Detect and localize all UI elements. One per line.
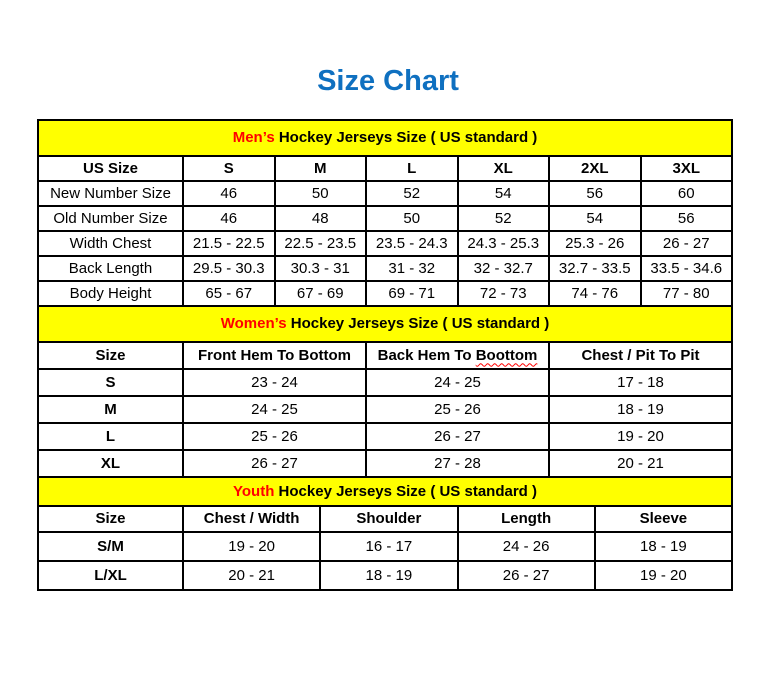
womens-column-header-row bbox=[38, 342, 732, 369]
row-label: S/M bbox=[38, 532, 183, 561]
column-header: 2XL bbox=[549, 156, 641, 181]
table-row bbox=[38, 181, 732, 206]
cell: 74 - 76 bbox=[549, 281, 641, 306]
youth-header-highlight: Youth bbox=[233, 482, 275, 500]
column-header: Size bbox=[38, 506, 183, 532]
table-row bbox=[38, 561, 732, 590]
column-header: 3XL bbox=[641, 156, 733, 181]
cell: 56 bbox=[641, 206, 733, 231]
womens-size-table bbox=[37, 305, 733, 478]
table-row bbox=[38, 256, 732, 281]
cell: 69 - 71 bbox=[366, 281, 458, 306]
table-row bbox=[38, 450, 732, 477]
row-label: L bbox=[38, 423, 183, 450]
cell: 60 bbox=[641, 181, 733, 206]
youth-section-header-cell bbox=[38, 477, 732, 506]
table-row bbox=[38, 206, 732, 231]
womens-section-header bbox=[38, 306, 732, 342]
table-row bbox=[38, 369, 732, 396]
column-header: Chest / Pit To Pit bbox=[549, 342, 732, 369]
column-header: Length bbox=[458, 506, 595, 532]
row-label: S bbox=[38, 369, 183, 396]
mens-section-header bbox=[38, 120, 732, 156]
cell: 27 - 28 bbox=[366, 450, 549, 477]
womens-section-header-cell bbox=[38, 306, 732, 342]
row-label: New Number Size bbox=[38, 181, 183, 206]
cell: 67 - 69 bbox=[275, 281, 367, 306]
mens-column-header-row bbox=[38, 156, 732, 181]
cell: 26 - 27 bbox=[641, 231, 733, 256]
column-header: XL bbox=[458, 156, 550, 181]
cell: 24 - 25 bbox=[366, 369, 549, 396]
cell: 50 bbox=[366, 206, 458, 231]
row-label: M bbox=[38, 396, 183, 423]
cell: 20 - 21 bbox=[549, 450, 732, 477]
size-chart-tables bbox=[37, 119, 733, 591]
row-label: XL bbox=[38, 450, 183, 477]
mens-table-body bbox=[38, 181, 732, 306]
cell: 26 - 27 bbox=[183, 450, 366, 477]
cell: 65 - 67 bbox=[183, 281, 275, 306]
mens-header-rest: Hockey Jerseys Size ( US standard ) bbox=[274, 129, 538, 147]
cell: 19 - 20 bbox=[595, 561, 732, 590]
column-header: S bbox=[183, 156, 275, 181]
womens-table-body bbox=[38, 369, 732, 477]
column-header: Size bbox=[38, 342, 183, 369]
youth-table-body bbox=[38, 532, 732, 590]
column-header: L bbox=[366, 156, 458, 181]
column-header: US Size bbox=[38, 156, 183, 181]
cell: 46 bbox=[183, 206, 275, 231]
youth-size-table bbox=[37, 476, 733, 591]
cell: 33.5 - 34.6 bbox=[641, 256, 733, 281]
column-header: Shoulder bbox=[320, 506, 457, 532]
table-row bbox=[38, 281, 732, 306]
cell: 32 - 32.7 bbox=[458, 256, 550, 281]
cell: 24 - 25 bbox=[183, 396, 366, 423]
youth-section-header bbox=[38, 477, 732, 506]
cell: 52 bbox=[458, 206, 550, 231]
womens-header-rest: Hockey Jerseys Size ( US standard ) bbox=[286, 315, 550, 333]
cell: 77 - 80 bbox=[641, 281, 733, 306]
womens-header-highlight: Women’s bbox=[220, 315, 287, 333]
table-row bbox=[38, 231, 732, 256]
mens-header-highlight: Men’s bbox=[232, 129, 275, 147]
column-header: Front Hem To Bottom bbox=[183, 342, 366, 369]
misspelled-word: Boottom bbox=[475, 346, 538, 364]
cell: 25 - 26 bbox=[366, 396, 549, 423]
cell: 18 - 19 bbox=[549, 396, 732, 423]
cell: 19 - 20 bbox=[183, 532, 320, 561]
cell: 56 bbox=[549, 181, 641, 206]
row-label: L/XL bbox=[38, 561, 183, 590]
row-label: Width Chest bbox=[38, 231, 183, 256]
cell: 24.3 - 25.3 bbox=[458, 231, 550, 256]
cell: 54 bbox=[549, 206, 641, 231]
cell: 46 bbox=[183, 181, 275, 206]
row-label: Body Height bbox=[38, 281, 183, 306]
cell: 32.7 - 33.5 bbox=[549, 256, 641, 281]
column-header: M bbox=[275, 156, 367, 181]
table-row bbox=[38, 396, 732, 423]
cell: 30.3 - 31 bbox=[275, 256, 367, 281]
table-row bbox=[38, 423, 732, 450]
cell: 72 - 73 bbox=[458, 281, 550, 306]
table-row bbox=[38, 532, 732, 561]
cell: 26 - 27 bbox=[458, 561, 595, 590]
cell: 25 - 26 bbox=[183, 423, 366, 450]
cell: 18 - 19 bbox=[320, 561, 457, 590]
cell: 31 - 32 bbox=[366, 256, 458, 281]
cell: 24 - 26 bbox=[458, 532, 595, 561]
cell: 52 bbox=[366, 181, 458, 206]
cell: 20 - 21 bbox=[183, 561, 320, 590]
cell: 23.5 - 24.3 bbox=[366, 231, 458, 256]
mens-size-table bbox=[37, 119, 733, 307]
cell: 19 - 20 bbox=[549, 423, 732, 450]
cell: 50 bbox=[275, 181, 367, 206]
cell: 22.5 - 23.5 bbox=[275, 231, 367, 256]
cell: 23 - 24 bbox=[183, 369, 366, 396]
page-title: Size Chart bbox=[317, 65, 459, 97]
cell: 26 - 27 bbox=[366, 423, 549, 450]
column-header: Sleeve bbox=[595, 506, 732, 532]
cell: 25.3 - 26 bbox=[549, 231, 641, 256]
cell: 21.5 - 22.5 bbox=[183, 231, 275, 256]
youth-column-header-row bbox=[38, 506, 732, 532]
cell: 48 bbox=[275, 206, 367, 231]
cell: 16 - 17 bbox=[320, 532, 457, 561]
row-label: Old Number Size bbox=[38, 206, 183, 231]
cell: 17 - 18 bbox=[549, 369, 732, 396]
column-header: Chest / Width bbox=[183, 506, 320, 532]
column-header: Back Hem To Boottom bbox=[366, 342, 549, 369]
cell: 54 bbox=[458, 181, 550, 206]
cell: 18 - 19 bbox=[595, 532, 732, 561]
youth-header-rest: Hockey Jerseys Size ( US standard ) bbox=[274, 482, 537, 500]
cell: 29.5 - 30.3 bbox=[183, 256, 275, 281]
mens-section-header-cell bbox=[38, 120, 732, 156]
row-label: Back Length bbox=[38, 256, 183, 281]
